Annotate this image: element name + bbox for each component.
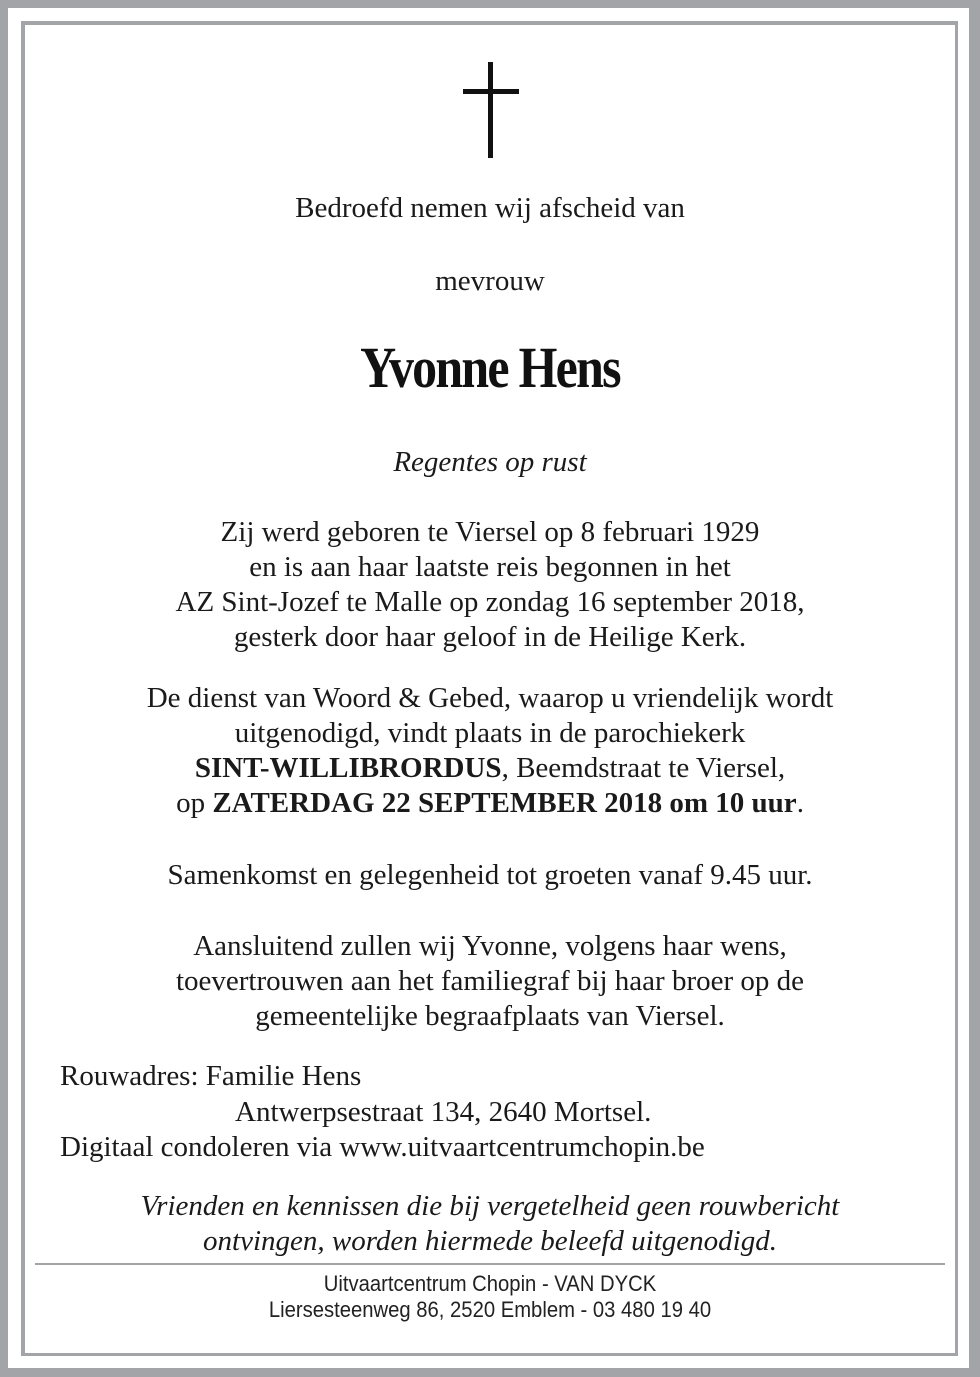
closing-paragraph	[0, 1189, 980, 1259]
text-line: De dienst van Woord & Gebed, waarop u vriendelijk wordt	[146, 682, 834, 714]
burial-paragraph	[0, 929, 980, 1034]
funeral-home-address: Liersesteenweg 86, 2520 Emblem - 03 480 19 40	[268, 1297, 712, 1322]
text-line: ontvingen, worden hiermede beleefd uitgenodigd.	[203, 1225, 777, 1257]
text-line: Vrienden en kennissen die bij vergetelheid geen rouwbericht	[140, 1190, 840, 1222]
text-line: uitgenodigd, vindt plaats in de parochiekerk	[234, 717, 746, 749]
condolence-link: Digitaal condoleren via www.uitvaartcentrumchopin.be	[60, 1131, 705, 1163]
church-address: , Beemdstraat te Viersel,	[501, 752, 786, 784]
text-end: .	[796, 787, 804, 819]
text-line: en is aan haar laatste reis begonnen in het	[249, 551, 731, 583]
text-line: gesterk door haar geloof in de Heilige Kerk.	[233, 621, 747, 653]
deceased-title: Regentes op rust	[393, 446, 587, 478]
text-line	[0, 751, 980, 786]
funeral-home-name: Uitvaartcentrum Chopin - VAN DYCK	[323, 1271, 657, 1296]
birth-paragraph	[0, 515, 980, 655]
gathering-text: Samenkomst en gelegenheid tot groeten vanaf 9.45 uur.	[167, 859, 813, 891]
deceased-name: Yvonne Hens	[360, 335, 620, 400]
intro-text: Bedroefd nemen wij afscheid van	[295, 192, 685, 224]
text-line: Zij werd geboren te Viersel op 8 februari 1929	[220, 516, 760, 548]
text-op: op	[176, 787, 213, 819]
footer-divider	[35, 1263, 945, 1265]
church-name: SINT-WILLIBRORDUS	[194, 752, 502, 784]
service-paragraph	[0, 681, 980, 821]
cross-icon	[463, 62, 519, 158]
text-line: toevertrouwen aan het familiegraf bij haar broer op de	[175, 965, 805, 997]
text-line: AZ Sint-Jozef te Malle op zondag 16 september 2018,	[175, 586, 805, 618]
text-line: Aansluitend zullen wij Yvonne, volgens haar wens,	[193, 930, 787, 962]
text-line: gemeentelijke begraafplaats van Viersel.	[255, 1000, 725, 1032]
mourning-street: Antwerpsestraat 134, 2640 Mortsel.	[235, 1096, 652, 1128]
mourning-address: Rouwadres: Familie Hens	[60, 1060, 362, 1092]
service-date: ZATERDAG 22 SEPTEMBER 2018 om 10 uur	[212, 787, 797, 819]
text-line	[0, 786, 980, 821]
salutation: mevrouw	[435, 265, 545, 297]
